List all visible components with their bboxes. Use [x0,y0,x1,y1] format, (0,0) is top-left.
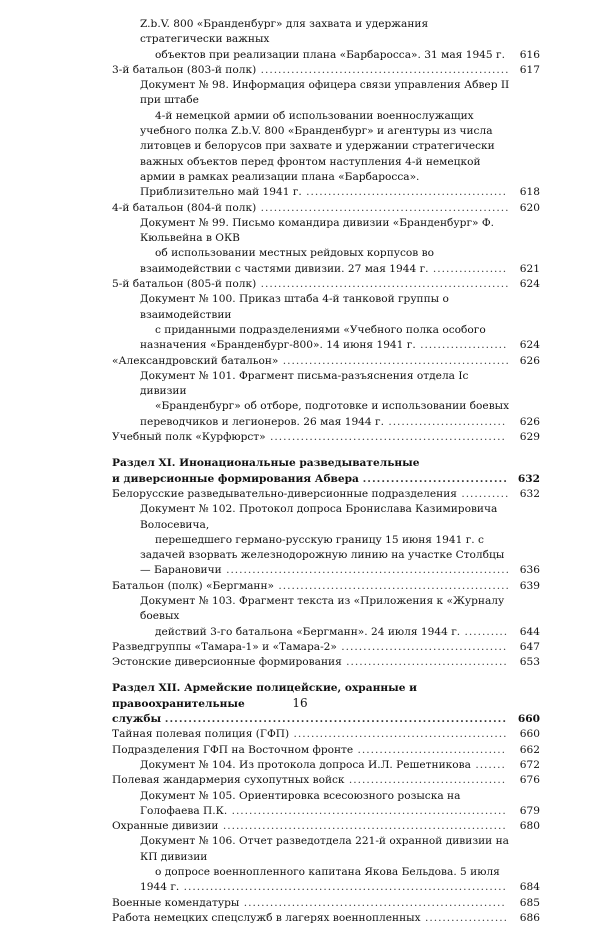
leader-dots: ................................................................. [221,564,510,577]
entry-title: Документ № 105. Ориентировка всесоюзного розыска на Голофаева П.К. [140,789,461,817]
toc-document-entry [112,594,540,640]
entry-title-cont: об использовании местных рейдовых корпусов во взаимодействии с частями дивизии. 27 мая 1944 г. [140,247,434,275]
toc-chapter-entry [112,819,540,834]
page-folio: 16 [292,696,308,710]
entry-title: 5-й батальон (805-й полк) [112,278,257,291]
entry-title: Охранные дивизии [112,820,219,833]
entry-title-cont: перешедшего германо-русскую границу 15 июня 1941 г. с задачей взорвать железнодорожную линию на участке Столбцы — Барановичи [140,533,505,577]
page-number: 644 [518,625,540,640]
leader-dots: ......................................................... [256,63,510,76]
entry-title-cont: «Бранденбург» об отборе, подготовке и использовании боевых переводчиков и легионеров. 26 мая 1944 г. [140,400,510,428]
page-number: 629 [518,430,540,445]
page-number: 624 [518,338,540,353]
toc-document-entry [112,502,540,578]
toc-document-entry [112,292,540,353]
page-number: 618 [518,185,540,200]
toc-block-section-12 [112,727,540,926]
leader-dots: ...................................... [336,640,508,653]
page-number: 653 [518,655,540,670]
toc-chapter-entry [112,201,540,216]
entry-title-cont: действий 3-го батальона «Бергманн». 24 июля 1944 г. [155,625,461,638]
leader-dots: ..................................................... [274,579,510,592]
section-title: Раздел XII. Армейские полицейские, охранные и правоохранительные [112,682,417,710]
section-title-cont: и диверсионные формирования Абвера [112,472,359,485]
leader-dots: ............................................................ [239,896,506,909]
toc-chapter-entry [112,743,540,758]
page-number: 662 [518,743,540,758]
page-number: 684 [518,880,540,895]
toc-chapter-entry [112,911,540,926]
leader-dots: ......................................................... [256,278,510,291]
toc-chapter-entry [112,773,540,788]
toc-chapter-entry [112,640,540,655]
page-number: 639 [518,579,540,594]
section-title-entry: и диверсионные формирования Абвера ............................... 632 [112,472,540,487]
page-number: 632 [518,487,540,502]
toc-chapter-entry [112,579,540,594]
page-number: 660 [516,712,540,727]
toc-document-entry [112,17,540,63]
leader-dots: ......................................................... [256,201,510,214]
entry-title: Документ № 103. Фрагмент текста из «Приложения к «Журналу боевых [140,594,505,623]
entry-title: Документ № 106. Отчет разведотдела 221-й охранной дивизии на КП дивизии [140,835,509,863]
leader-dots: ................... [420,911,508,924]
leader-dots: .......................................................................... [179,881,507,894]
section-title-entry: службы ......................................................................... 660 [112,712,540,727]
toc-document-entry [112,834,540,895]
leader-dots: ........... [456,487,510,500]
toc-chapter-entry [112,63,540,78]
entry-title: «Александровский батальон» [112,354,279,367]
page-number: 626 [518,415,540,430]
page-number: 621 [518,262,540,277]
leader-dots: .................................... [344,774,507,787]
entry-title: Батальон (полк) «Бергманн» [112,579,275,592]
page-number: 672 [518,758,540,773]
toc-chapter-entry [112,896,540,911]
leader-dots: ................................................. [289,728,508,741]
toc-chapter-entry [112,277,540,292]
toc-chapter-entry [112,354,540,369]
entry-title-cont: 4-й немецкой армии об использовании военнослужащих учебного полка Z.b.V. 800 «Бранденбург» и агентуры из числа литовцев и белорусов при захвате и удержании стратегически важных объектов перед фронтом наступления 4-й немецкой армии в рамках реализации плана «Барбаросса». Приблизительно май 1941 г. [140,109,495,199]
section-title-entry [112,456,540,471]
page-number: 660 [518,727,540,742]
entry-title: Z.b.V. 800 «Бранденбург» для захвата и удержания стратегически важных [140,18,429,46]
entry-title: 3-й батальон (803-й полк) [112,63,257,76]
entry-title: Документ № 104. Из протокола допроса И.Л. Решетникова [140,758,471,771]
leader-dots: .......... [460,625,509,638]
entry-title: Полевая жандармерия сухопутных войск [112,774,345,787]
toc-chapter-entry [112,655,540,670]
section-heading-11 [112,456,540,487]
leader-dots: .................................. [353,743,507,756]
toc-document-entry [112,789,540,820]
page-number: 676 [518,773,540,788]
entry-title: Документ № 100. Приказ штаба 4-й танковой группы о взаимодействии [140,293,449,321]
leader-dots: ................. [428,262,508,275]
toc-document-entry [112,216,540,277]
page-number: 617 [518,63,540,78]
entry-title: Документ № 99. Письмо командира дивизии «Бранденбург» Ф. Кюльвейна в ОКВ [140,216,495,245]
section-title-cont: службы [112,713,162,726]
page-number: 647 [518,640,540,655]
leader-dots: ................................................................. [218,820,507,833]
toc-document-entry [112,78,540,200]
entry-title: Документ № 102. Протокол допроса Бронислава Казимировича Волосевича, [140,503,498,531]
leader-dots: .................................................... [278,354,510,367]
table-of-contents [112,17,540,926]
toc-chapter-entry [112,430,540,445]
entry-title: Военные комендатуры [112,896,240,909]
entry-title-cont: с приданными подразделениями «Учебного полка особого назначения «Бранденбург-800». 14 июня 1941 г. [140,323,486,352]
page-number: 616 [518,48,540,63]
page-number: 620 [518,201,540,216]
leader-dots: ...................................................... [265,431,506,444]
leader-dots: ....... [470,758,506,771]
entry-title: Учебный полк «Курфюрст» [112,431,266,444]
page-number: 636 [518,563,540,578]
toc-block-continued [112,17,540,445]
entry-title: Работа немецких спецслужб в лагерях военнопленных [112,911,421,924]
toc-document-entry [112,758,540,773]
toc-document-entry [112,369,540,430]
entry-title: Тайная полевая полиция (ГФП) [112,728,290,741]
entry-title: Эстонские диверсионные формирования [112,656,342,669]
entry-title: Белорусские разведывательно-диверсионные подразделения [112,487,457,500]
leader-dots: ..................................... [341,656,508,669]
leader-dots: .............................................. [301,186,508,199]
toc-chapter-entry [112,487,540,502]
entry-title: Подразделения ГФП на Восточном фронте [112,743,354,756]
entry-title-cont: о допросе военнопленного капитана Якова Бельдова. 5 июля 1944 г. [140,866,500,894]
leader-dots: ........................... [383,415,507,428]
page-number: 685 [518,896,540,911]
entry-title: Документ № 98. Информация офицера связи управления Абвер II при штабе [140,79,510,107]
page-number: 626 [518,354,540,369]
page-number: 680 [518,819,540,834]
page-number: 679 [518,804,540,819]
toc-chapter-entry [112,727,540,742]
entry-title: Документ № 101. Фрагмент письма-разъяснения отдела Iс дивизии [140,369,469,398]
toc-block-section-11 [112,487,540,671]
leader-dots: .................... [415,339,508,352]
section-title: Раздел XI. Инонациональные разведывательные [112,457,420,470]
entry-title: Разведгруппы «Тамара-1» и «Тамара-2» [112,640,337,653]
entry-title-cont: объектов при реализации плана «Барбаросса». 31 мая 1945 г. [155,48,505,61]
entry-title: 4-й батальон (804-й полк) [112,201,257,214]
page-number: 624 [518,277,540,292]
leader-dots: ............................................................... [227,804,507,817]
page-number: 686 [518,911,540,926]
page-number: 632 [516,472,540,487]
